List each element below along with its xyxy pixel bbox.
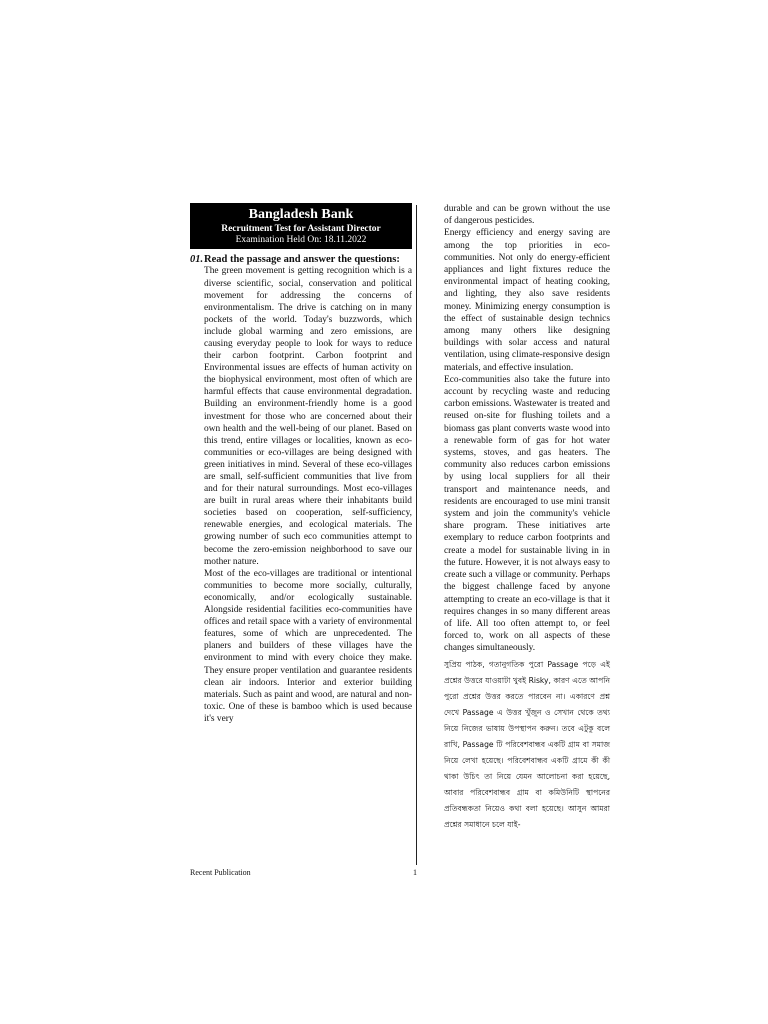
left-column	[190, 203, 412, 725]
question-number: 01.	[190, 254, 204, 265]
header-exam-date: Examination Held On: 18.11.2022	[235, 235, 367, 245]
header-title: Bangladesh Bank	[248, 207, 354, 222]
header-subtitle: Recruitment Test for Assistant Director	[221, 224, 381, 234]
passage-paragraph: Most of the eco-villages are traditional or intentional communities to become more socially, culturally, economically, and/or ecologically sustainable. Alongside residential facilities eco-communities have offices and retail space with a variety of environmental features, some of which are unprecedented. The planers and builders of these villages have the environment to mind with every choice they make. They ensure proper ventilation and guarantee residents clean air indoors. Interior and exterior building materials. Such as paint and wood, are natural and non-toxic. One of these is bamboo which is used because it's very	[204, 568, 413, 724]
passage-paragraph: Eco-communities also take the future into account by recycling waste and reducing carbon emissions. Wastewater is treated and reused on-site for flushing toilets and a biomass gas plant converts waste wood into a renewable form of gas for hot water systems, stoves, and gas heaters. The community also reduces carbon emissions by using local suppliers for all their transport and maintenance needs, and residents are encouraged to use mini transit system and join the community's vehicle share program. These initiatives arte exemplary to reduce carbon footprints and create a model for sustainable living in in the future. However, it is not always easy to create such a village or community. Perhaps the biggest challenge faced by anyone attempting to create an eco-village is that it requires changes in so many different areas of life. All too often attempt to, or feel forced to, work on all aspects of these changes simultaneously.	[444, 374, 610, 654]
column-divider	[416, 205, 417, 865]
right-column	[444, 203, 610, 841]
bengali-guidance-note: সুপ্রিয় পাঠক, গতানুগতিক পুরো Passage পড়ে এই প্রশ্নের উত্তরে যাওয়াটা খুবই Risky, কারণ এতে আপনি পুরো প্রশ্নের উত্তর করতে পারবেন না। একারণে প্রশ্ন দেখে Passage এ উত্তর খুঁজুন ও সেখান থেকে তথ্য নিয়ে নিজের ভাষায় উপস্থাপন করুন। তবে এটুকু বলে রাখি, Passage টি পরিবেশবান্ধব একটি গ্রাম বা সমাজ নিয়ে লেখা হয়েছে। পরিবেশবান্ধব একটি গ্রামে কী কী থাকা উচিৎ তা নিয়ে যেমন আলোচনা করা হয়েছে, আবার পরিবেশবান্ধব গ্রাম বা কমিউনিটি স্থাপনের প্রতিবন্ধকতা নিয়েও কথা বলা হয়েছে। আসুন আমরা প্রশ্নের সমাধানে চলে যাই-	[444, 659, 610, 830]
footer-publisher: Recent Publication	[190, 868, 251, 877]
passage-paragraph: durable and can be grown without the use of dangerous pesticides.	[444, 204, 610, 227]
page-number: 1	[413, 868, 417, 877]
passage-paragraph: The green movement is getting recognition which is a diverse scientific, social, conservation and political movement for addressing the concerns of environmentalism. The drive is catching on in many pockets of the world. Today's buzzwords, which include global warming and zero emissions, are causing everyday people to look for ways to reduce their carbon footprint. Carbon footprint and Environmental issues are effects of human activity on the biophysical environment, most often of which are harmful effects that cause environmental degradation. Building an environment-friendly home is a good investment for those who are concerned about their own health and the well-being of our planet. Based on this trend, entire villages or localities, known as eco-communities or eco-villages are being designed with green initiatives in mind. Several of these eco-villages are small, self-sufficient communities that live from and for their natural surroundings. Most eco-villages are built in rural areas where their inhabitants build societies based on cooperation, self-sufficiency, renewable energies, and ecological materials. The growing number of such eco communities attempt to become the zero-emission neighborhood to save our mother nature.	[204, 266, 412, 567]
question-block	[190, 254, 412, 725]
passage-paragraph: Energy efficiency and energy saving are among the top priorities in eco-communities. Not only do energy-efficient appliances and light fixtures reduce the environmental impact of heating cooking, and lighting, they also save residents money. Minimizing energy consumption is the effect of sustainable design technics among many others like designing buildings with solar access and natural ventilation, using climate-responsive design materials, and effective insulation.	[444, 228, 610, 373]
question-heading: Read the passage and answer the questions:	[204, 254, 400, 265]
document-page	[190, 203, 610, 878]
exam-header	[190, 203, 412, 249]
